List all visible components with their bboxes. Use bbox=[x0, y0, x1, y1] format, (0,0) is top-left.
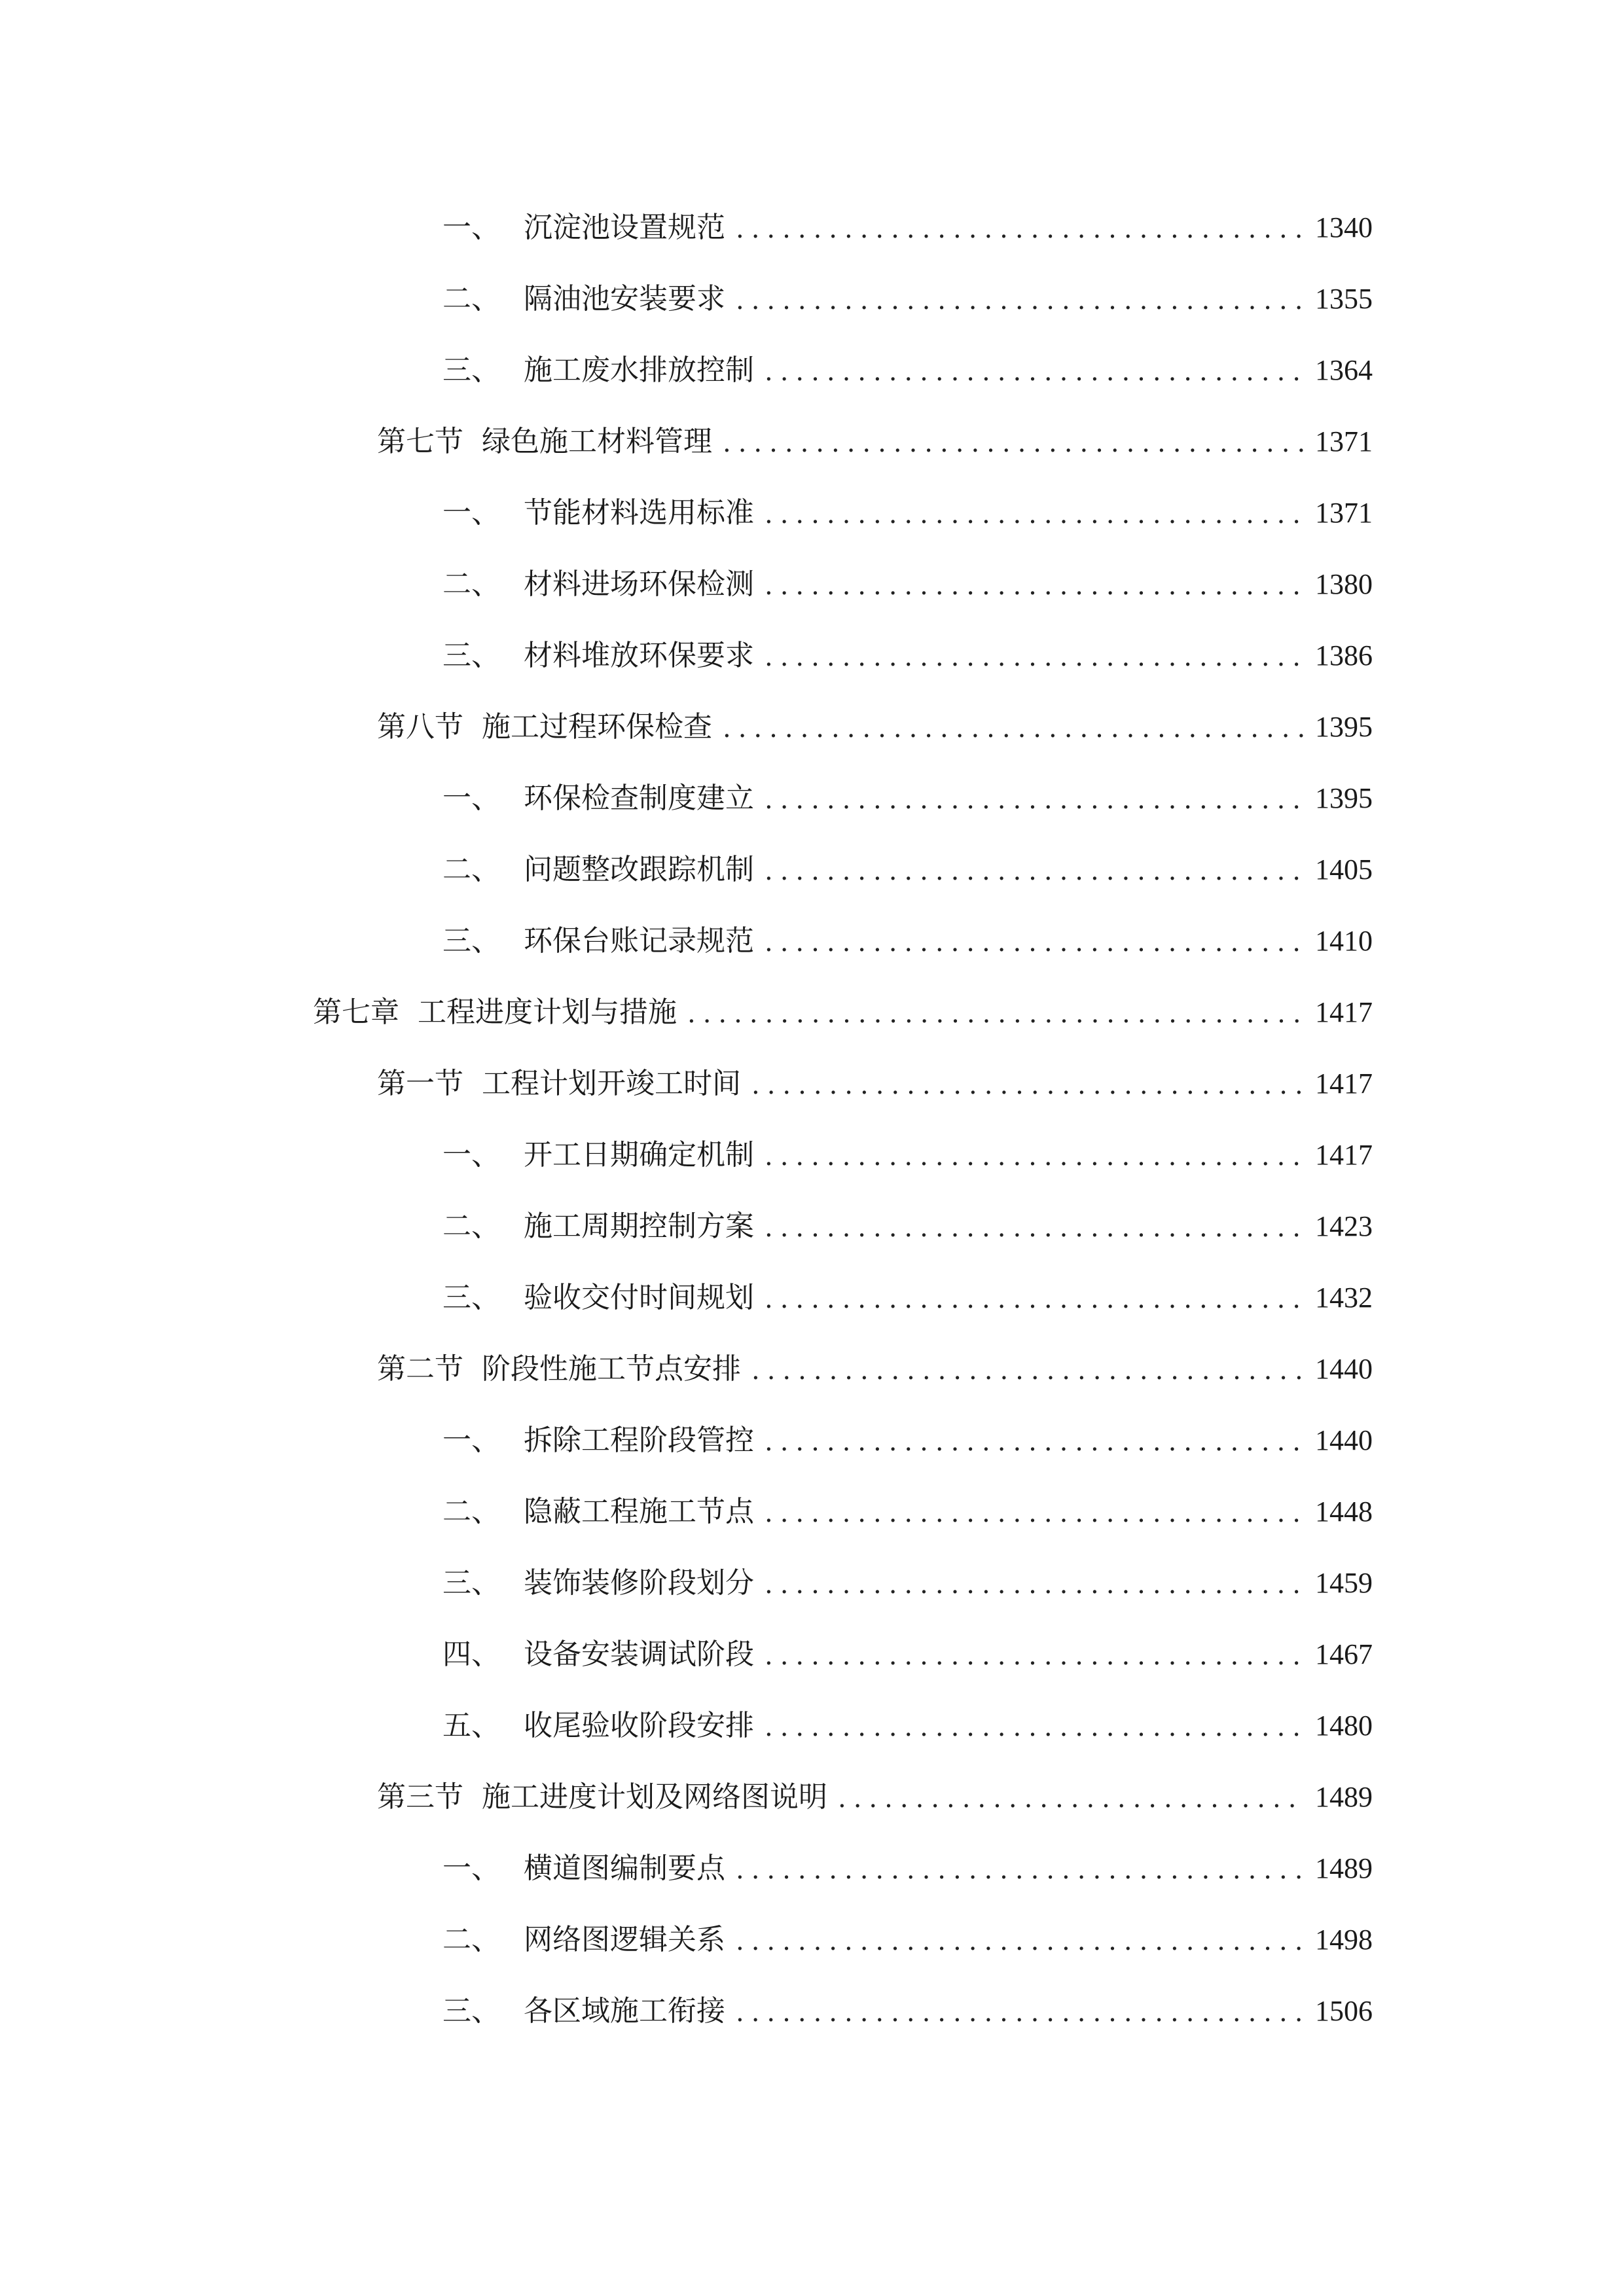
entry-number: 一、 bbox=[442, 1138, 500, 1172]
entry-title: 验收交付时间规划 bbox=[524, 1281, 754, 1314]
entry-label bbox=[442, 496, 754, 529]
entry-number: 二、 bbox=[442, 1495, 500, 1528]
page-number: 1395 bbox=[1315, 711, 1373, 743]
toc-entry[interactable] bbox=[442, 624, 1373, 670]
page-number: 1371 bbox=[1315, 497, 1373, 529]
toc-entry[interactable] bbox=[377, 1052, 1373, 1098]
dot-leader bbox=[765, 1714, 1306, 1740]
entry-label bbox=[377, 1352, 741, 1386]
dot-leader bbox=[765, 573, 1306, 599]
entry-label bbox=[442, 1709, 754, 1742]
page-number: 1364 bbox=[1315, 354, 1373, 386]
page-number: 1355 bbox=[1315, 283, 1373, 315]
page-number: 1440 bbox=[1315, 1424, 1373, 1456]
toc-entry[interactable] bbox=[442, 1909, 1373, 1954]
entry-label bbox=[442, 282, 725, 315]
dot-leader bbox=[765, 1429, 1306, 1455]
entry-label bbox=[442, 1426, 754, 1455]
page-number: 1432 bbox=[1315, 1282, 1373, 1314]
toc-entry[interactable] bbox=[442, 196, 1373, 242]
page-number: 1480 bbox=[1315, 1710, 1373, 1742]
entry-label bbox=[442, 1923, 725, 1956]
toc-entry[interactable] bbox=[442, 482, 1373, 528]
toc-entry[interactable] bbox=[313, 981, 1373, 1027]
dot-leader bbox=[765, 858, 1306, 884]
dot-leader bbox=[765, 501, 1306, 528]
page-number: 1386 bbox=[1315, 639, 1373, 672]
toc-entry[interactable] bbox=[442, 1980, 1373, 2026]
entry-title: 阶段性施工节点安排 bbox=[482, 1352, 741, 1386]
toc-entry[interactable] bbox=[442, 910, 1373, 956]
page-number: 1417 bbox=[1315, 1067, 1373, 1100]
entry-title: 问题整改跟踪机制 bbox=[524, 853, 754, 886]
entry-title: 网络图逻辑关系 bbox=[524, 1923, 725, 1956]
dot-leader bbox=[765, 644, 1306, 670]
toc-entry[interactable] bbox=[442, 1480, 1373, 1526]
toc-entry[interactable] bbox=[442, 1409, 1373, 1455]
entry-title: 环保台账记录规范 bbox=[524, 924, 754, 958]
toc-entry[interactable] bbox=[442, 767, 1373, 813]
entry-label bbox=[377, 1780, 827, 1814]
toc-entry[interactable] bbox=[377, 696, 1373, 742]
page-number: 1459 bbox=[1315, 1567, 1373, 1599]
entry-number: 二、 bbox=[442, 567, 500, 601]
toc-entry[interactable] bbox=[442, 339, 1373, 385]
entry-title: 拆除工程阶段管控 bbox=[524, 1424, 754, 1457]
page-number: 1417 bbox=[1315, 996, 1373, 1028]
entry-label bbox=[442, 924, 754, 958]
toc-entry[interactable] bbox=[377, 1338, 1373, 1384]
entry-title: 环保检查制度建立 bbox=[524, 781, 754, 815]
dot-leader bbox=[687, 1001, 1306, 1027]
page-number: 1489 bbox=[1315, 1852, 1373, 1884]
entry-number: 二、 bbox=[442, 1923, 500, 1956]
entry-label bbox=[442, 641, 754, 670]
entry-label bbox=[442, 213, 725, 242]
entry-label bbox=[442, 1640, 754, 1669]
entry-number: 三、 bbox=[442, 353, 500, 387]
entry-number: 第七章 bbox=[313, 996, 399, 1029]
dot-leader bbox=[765, 1500, 1306, 1526]
toc-entry[interactable] bbox=[442, 1266, 1373, 1312]
entry-number: 三、 bbox=[442, 924, 500, 958]
entry-title: 各区域施工衔接 bbox=[524, 1994, 725, 2028]
entry-label bbox=[442, 353, 754, 387]
entry-title: 沉淀池设置规范 bbox=[524, 211, 725, 244]
entry-number: 一、 bbox=[442, 1852, 500, 1885]
page-number: 1506 bbox=[1315, 1995, 1373, 2027]
toc-entry[interactable] bbox=[442, 553, 1373, 599]
toc-entry[interactable] bbox=[377, 1766, 1373, 1812]
dot-leader bbox=[751, 1072, 1306, 1098]
entry-title: 收尾验收阶段安排 bbox=[524, 1709, 754, 1742]
entry-title: 隐蔽工程施工节点 bbox=[524, 1495, 754, 1528]
dot-leader bbox=[736, 287, 1306, 314]
entry-title: 施工废水排放控制 bbox=[524, 353, 754, 387]
entry-number: 第八节 bbox=[377, 710, 463, 744]
dot-leader bbox=[736, 1857, 1306, 1883]
dot-leader bbox=[765, 359, 1306, 385]
entry-title: 施工进度计划及网络图说明 bbox=[482, 1780, 827, 1814]
entry-number: 二、 bbox=[442, 1210, 500, 1243]
entry-title: 开工日期确定机制 bbox=[524, 1138, 754, 1172]
entry-title: 施工过程环保检查 bbox=[482, 710, 712, 744]
dot-leader bbox=[765, 787, 1306, 813]
entry-label bbox=[442, 1283, 754, 1312]
entry-number: 第二节 bbox=[377, 1352, 463, 1386]
entry-title: 横道图编制要点 bbox=[524, 1852, 725, 1885]
dot-leader bbox=[751, 1357, 1306, 1384]
entry-number: 一、 bbox=[442, 781, 500, 815]
dot-leader bbox=[765, 1286, 1306, 1312]
page-number: 1395 bbox=[1315, 782, 1373, 814]
entry-label bbox=[442, 1994, 725, 2028]
entry-number: 二、 bbox=[442, 853, 500, 886]
entry-number: 一、 bbox=[442, 496, 500, 529]
toc-entry[interactable] bbox=[442, 1552, 1373, 1598]
page-number: 1405 bbox=[1315, 853, 1373, 886]
entry-number: 三、 bbox=[442, 1994, 500, 2028]
entry-label bbox=[442, 1854, 725, 1883]
toc-entry[interactable] bbox=[377, 410, 1373, 456]
dot-leader bbox=[765, 1643, 1306, 1669]
entry-title: 隔油池安装要求 bbox=[524, 282, 725, 315]
entry-label bbox=[442, 567, 754, 601]
page-number: 1423 bbox=[1315, 1210, 1373, 1242]
entry-number: 一、 bbox=[442, 211, 500, 244]
entry-title: 装饰装修阶段划分 bbox=[524, 1566, 754, 1600]
page-number: 1440 bbox=[1315, 1353, 1373, 1385]
entry-title: 材料堆放环保要求 bbox=[524, 639, 754, 672]
dot-leader bbox=[765, 1215, 1306, 1241]
page-number: 1371 bbox=[1315, 425, 1373, 457]
entry-label bbox=[442, 1566, 754, 1600]
page-number: 1489 bbox=[1315, 1781, 1373, 1813]
entry-number: 五、 bbox=[442, 1709, 500, 1742]
entry-number: 第三节 bbox=[377, 1780, 463, 1814]
toc-entry[interactable] bbox=[442, 1124, 1373, 1170]
entry-number: 三、 bbox=[442, 639, 500, 672]
entry-label bbox=[377, 1069, 741, 1098]
entry-title: 设备安装调试阶段 bbox=[524, 1638, 754, 1671]
toc-entry[interactable] bbox=[442, 268, 1373, 314]
entry-number: 三、 bbox=[442, 1281, 500, 1314]
dot-leader bbox=[765, 929, 1306, 956]
dot-leader bbox=[736, 1928, 1306, 1954]
entry-title: 绿色施工材料管理 bbox=[482, 425, 712, 458]
entry-label bbox=[442, 1138, 754, 1172]
entry-title: 材料进场环保检测 bbox=[524, 567, 754, 601]
page-number: 1380 bbox=[1315, 568, 1373, 600]
page-number: 1498 bbox=[1315, 1924, 1373, 1956]
entry-title: 工程进度计划与措施 bbox=[418, 996, 677, 1029]
entry-number: 第一节 bbox=[377, 1067, 463, 1100]
entry-label bbox=[377, 427, 712, 456]
entry-label bbox=[313, 998, 677, 1027]
toc-entry[interactable] bbox=[442, 1695, 1373, 1740]
entry-title: 工程计划开竣工时间 bbox=[482, 1067, 741, 1100]
dot-leader bbox=[723, 430, 1306, 456]
entry-number: 一、 bbox=[442, 1424, 500, 1457]
entry-title: 节能材料选用标准 bbox=[524, 496, 754, 529]
entry-label bbox=[377, 710, 712, 744]
entry-title: 施工周期控制方案 bbox=[524, 1210, 754, 1243]
entry-number: 二、 bbox=[442, 282, 500, 315]
entry-number: 第七节 bbox=[377, 425, 463, 458]
page-number: 1417 bbox=[1315, 1139, 1373, 1171]
toc-entry[interactable] bbox=[442, 838, 1373, 884]
page-number: 1448 bbox=[1315, 1496, 1373, 1528]
page-number: 1467 bbox=[1315, 1638, 1373, 1670]
page-number: 1410 bbox=[1315, 925, 1373, 957]
page-number: 1340 bbox=[1315, 211, 1373, 243]
entry-label bbox=[442, 781, 754, 815]
entry-number: 三、 bbox=[442, 1566, 500, 1600]
toc-entry[interactable] bbox=[442, 1623, 1373, 1669]
dot-leader bbox=[723, 715, 1306, 742]
dot-leader bbox=[765, 1571, 1306, 1598]
dot-leader bbox=[765, 1143, 1306, 1170]
dot-leader bbox=[736, 216, 1306, 242]
dot-leader bbox=[838, 1785, 1306, 1812]
toc-entry[interactable] bbox=[442, 1837, 1373, 1883]
entry-label bbox=[442, 855, 754, 884]
entry-number: 四、 bbox=[442, 1638, 500, 1671]
dot-leader bbox=[736, 2000, 1306, 2026]
entry-label bbox=[442, 1212, 754, 1241]
entry-label bbox=[442, 1495, 754, 1528]
toc-entry[interactable] bbox=[442, 1195, 1373, 1241]
